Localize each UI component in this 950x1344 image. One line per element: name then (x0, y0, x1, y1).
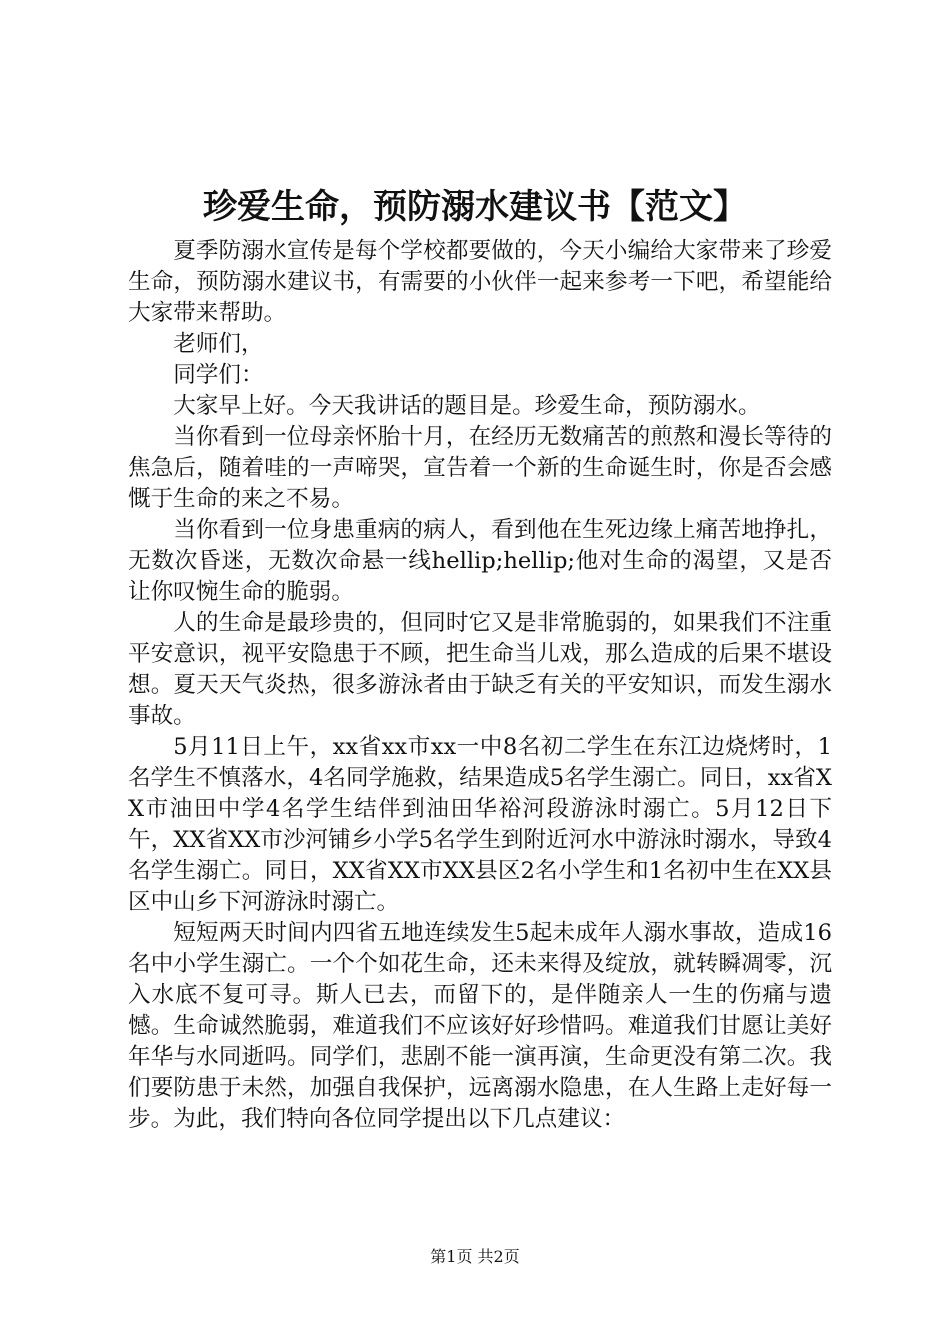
paragraph-birth: 当你看到一位母亲怀胎十月，在经历无数痛苦的煎熬和漫长等待的焦急后，随着哇的一声啼哭，宣告着一个新的生命诞生时，你是否会感慨于生命的来之不易。 (128, 424, 832, 512)
page-footer: 第1页 共2页 (430, 1247, 520, 1266)
paragraph-intro: 夏季防溺水宣传是每个学校都要做的，今天小编给大家带来了珍爱生命，预防溺水建议书，有需要的小伙伴一起来参考一下吧，希望能给大家带来帮助。 (128, 238, 832, 326)
paragraph-topic: 大家早上好。今天我讲话的题目是。珍爱生命，预防溺水。 (173, 393, 761, 419)
paragraph-incidents: 5月11日上午，xx省xx市xx一中8名初二学生在东江边烧烤时，1名学生不慎落水，4名同学施救，结果造成5名学生溺亡。同日，xx省XX市油田中学4名学生结伴到油田华裕河段游泳时溺亡。5月12日下午，XX省XX市沙河铺乡小学5名学生到附近河水中游泳时溺水，导致4名学生溺亡。同日，XX省XX市XX县区2名小学生和1名初中生在XX县区中山乡下河游泳时溺亡。 (128, 734, 832, 915)
paragraph-illness: 当你看到一位身患重病的病人，看到他在生死边缘上痛苦地挣扎，无数次昏迷，无数次命悬一线hellip;hellip;他对生命的渴望，又是否让你叹惋生命的脆弱。 (128, 517, 832, 605)
page-title: 珍爱生命，预防溺水建议书【范文】 (203, 187, 747, 227)
paragraph-greeting-students: 同学们： (173, 362, 264, 388)
document-body (128, 236, 832, 1135)
paragraph-appeal: 短短两天时间内四省五地连续发生5起未成年人溺水事故，造成16名中小学生溺亡。一个个如花生命，还未来得及绽放，就转瞬凋零，沉入水底不复可寻。斯人已去，而留下的，是伴随亲人一生的伤痛与遗憾。生命诚然脆弱，难道我们不应该好好珍惜吗。难道我们甘愿让美好年华与水同逝吗。同学们，悲剧不能一演再演，生命更没有第二次。我们要防患于未然，加强自我保护，远离溺水隐患，在人生路上走好每一步。为此，我们特向各位同学提出以下几点建议： (128, 920, 832, 1132)
paragraph-fragility: 人的生命是最珍贵的，但同时它又是非常脆弱的，如果我们不注重平安意识，视平安隐患于不顾，把生命当儿戏，那么造成的后果不堪设想。夏天天气炎热，很多游泳者由于缺乏有关的平安知识，而发生溺水事故。 (128, 610, 832, 729)
paragraph-greeting-teachers: 老师们， (173, 331, 264, 357)
